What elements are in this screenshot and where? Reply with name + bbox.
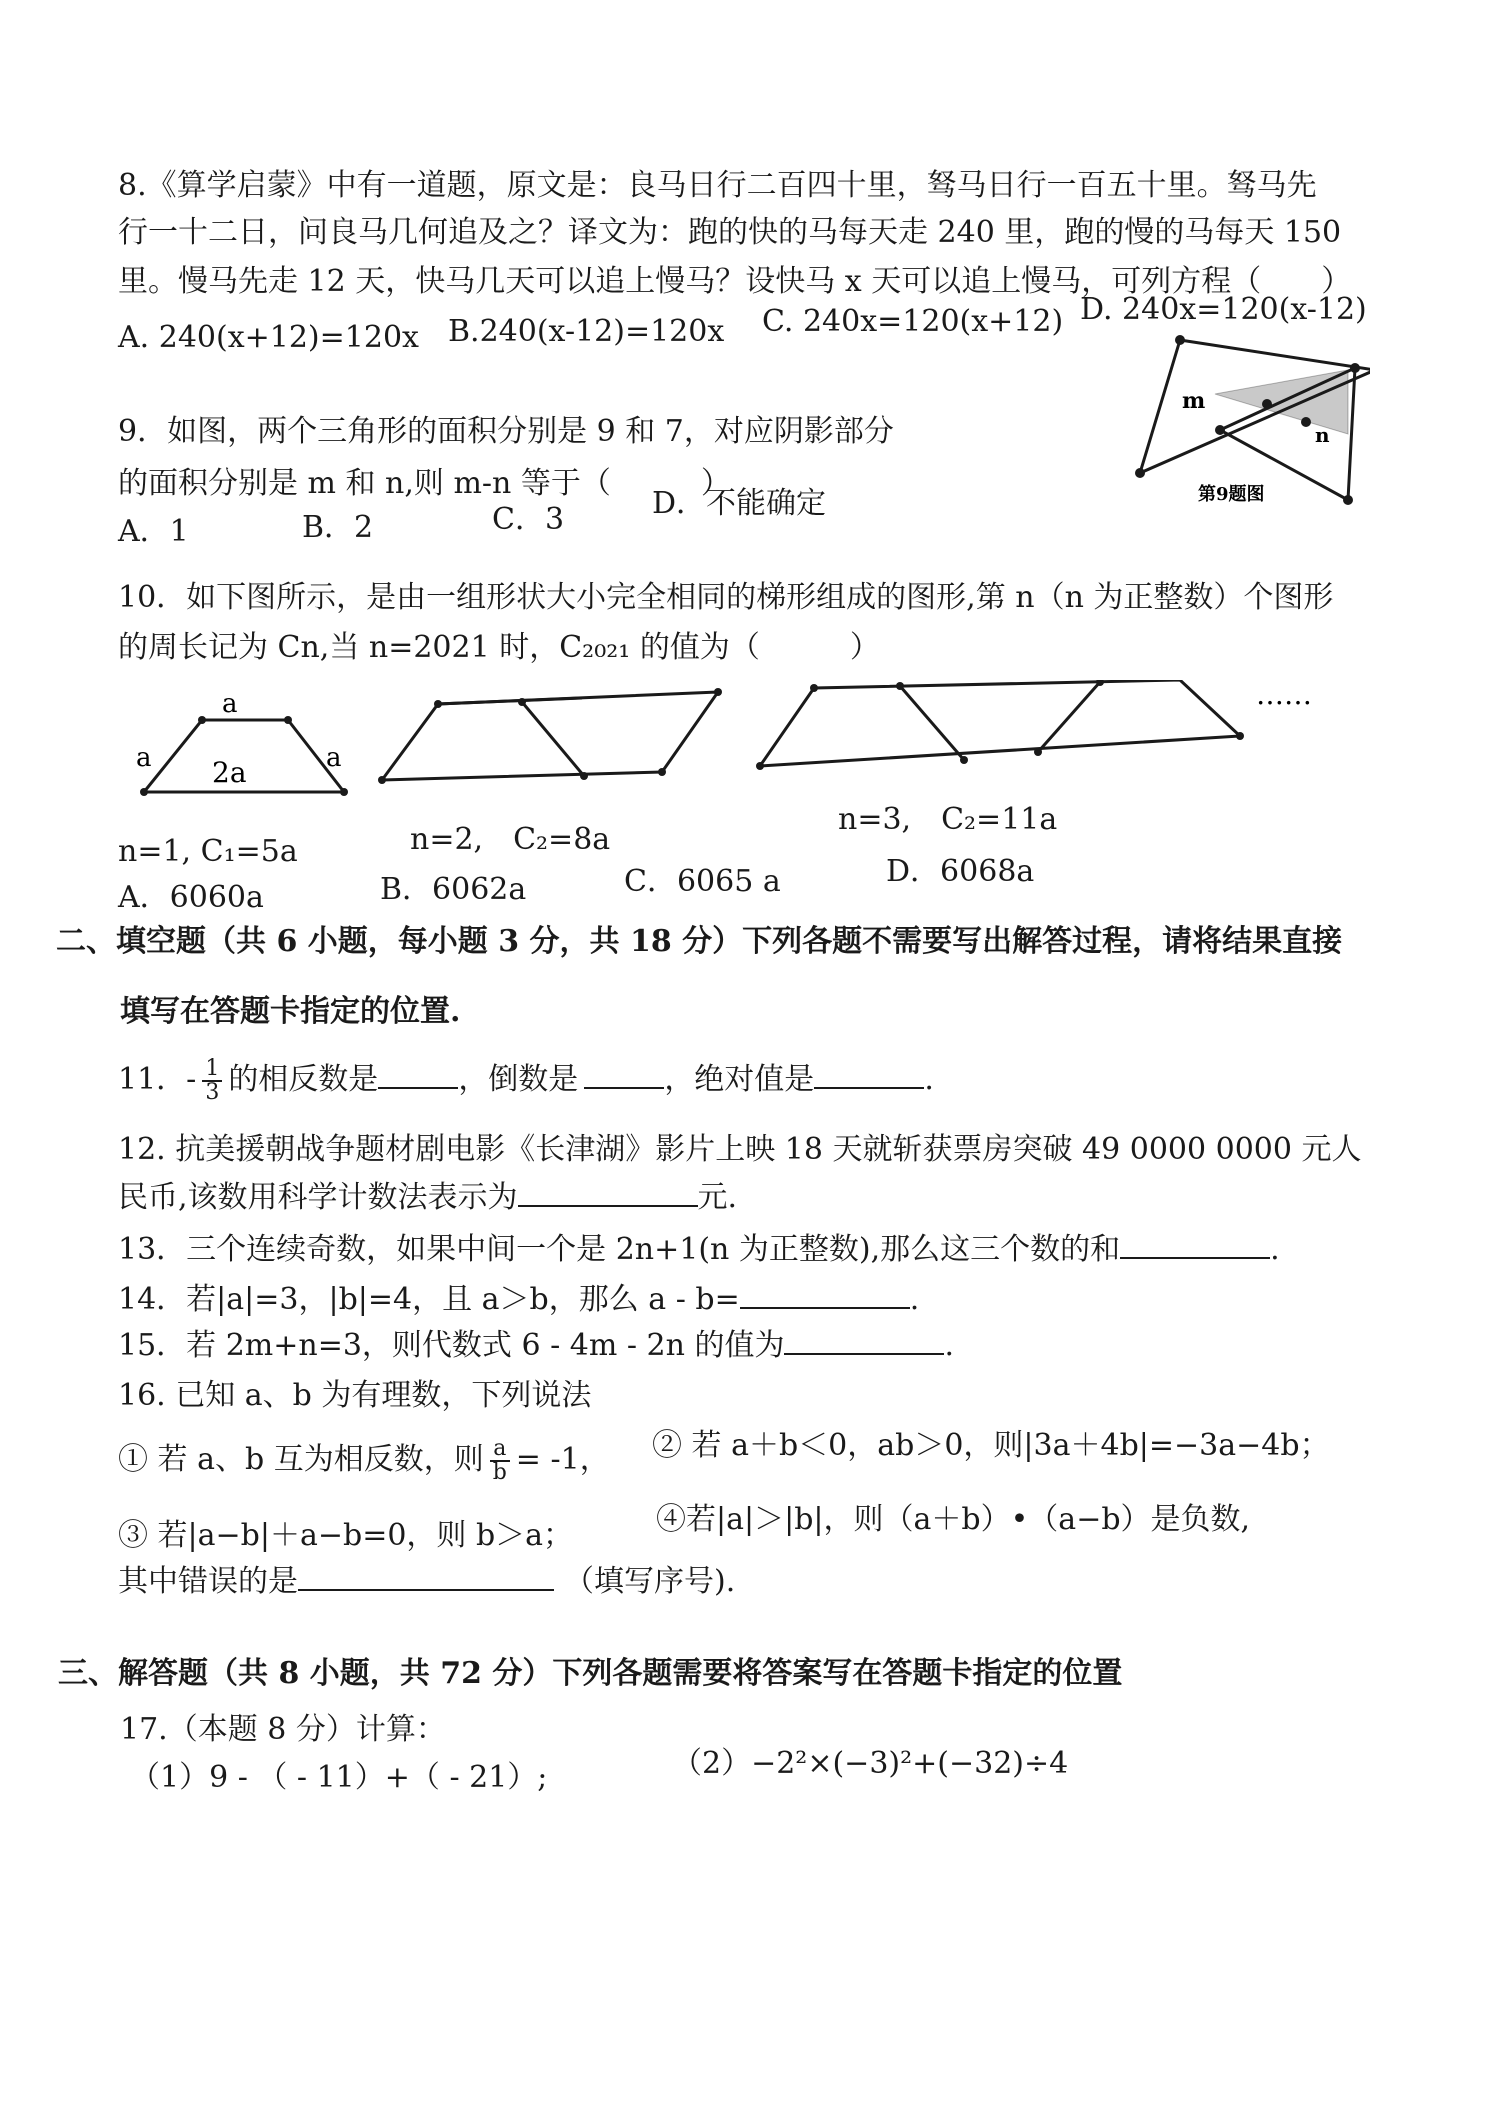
q13-blank[interactable] bbox=[1120, 1231, 1270, 1259]
q8-option-b: B.240(x-12)=120x bbox=[448, 314, 725, 349]
q12-line2 bbox=[118, 1178, 737, 1218]
q9-option-a: A．1 bbox=[118, 514, 189, 549]
q11-blank-absolute[interactable] bbox=[814, 1061, 924, 1089]
q10-option-a: A．6060a bbox=[118, 880, 264, 915]
figure-caption: 第9题图 bbox=[1198, 484, 1265, 505]
q10-caption-n1: n=1, C₁=5a bbox=[118, 834, 298, 869]
q10-line2: 的周长记为 Cn,当 n=2021 时，C₂₀₂₁ 的值为（ ） bbox=[118, 630, 880, 665]
q8-option-c: C. 240x=120(x+12) bbox=[762, 304, 1064, 339]
q10-caption-n3: n=3, C₂=11a bbox=[838, 802, 1058, 837]
q11-text-reciprocal: ，倒数是 bbox=[458, 1062, 579, 1097]
q12-text: 民币,该数用科学计数法表示为 bbox=[118, 1180, 518, 1215]
q10-trapezoid-figures bbox=[120, 680, 1380, 820]
q9-option-c: C．3 bbox=[492, 502, 565, 537]
trapezoid-right-label: a bbox=[326, 743, 342, 773]
trapezoid-bottom-label: 2a bbox=[212, 756, 247, 789]
q16-s1-equals: = -1， bbox=[515, 1442, 610, 1477]
q8-line1: 8.《算学启蒙》中有一道题，原文是：良马日行二百四十里，驽马日行一百五十里。驽马先 bbox=[118, 168, 1317, 203]
q17-title: 17.（本题 8 分）计算： bbox=[120, 1712, 446, 1747]
section3-heading: 三、解答题（共 8 小题，共 72 分）下列各题需要将答案写在答题卡指定的位置 bbox=[58, 1656, 1123, 1691]
q10-option-b: B．6062a bbox=[380, 872, 527, 907]
trapezoid-n1 bbox=[136, 689, 348, 796]
q16-answer-text: 其中错误的是 bbox=[118, 1564, 298, 1599]
q8-option-d: D. 240x=120(x-12) bbox=[1080, 292, 1367, 327]
q9-option-b: B．2 bbox=[302, 510, 374, 545]
q16-fraction bbox=[490, 1438, 510, 1484]
q10-option-c: C．6065 a bbox=[624, 864, 781, 899]
q14-text: 14．若|a|=3，|b|=4，且 a＞b，那么 a - b= bbox=[118, 1282, 740, 1317]
q16-statement-1 bbox=[118, 1438, 610, 1484]
q15-text: 15．若 2m+n=3，则代数式 6 - 4m - 2n 的值为 bbox=[118, 1328, 785, 1363]
q17-part1: （1）9 - （ - 11）+（ - 21）; bbox=[130, 1760, 548, 1795]
q12-line1: 12. 抗美援朝战争题材剧电影《长津湖》影片上映 18 天就斩获票房突破 49 0000 0000 元人 bbox=[118, 1132, 1362, 1167]
q11-text-absolute: ，绝对值是 bbox=[664, 1062, 815, 1097]
q16-statement-2: ② 若 a＋b＜0，ab＞0，则|3a＋4b|=−3a−4b； bbox=[652, 1428, 1330, 1463]
q12-blank[interactable] bbox=[518, 1179, 698, 1207]
q8-line3: 里。慢马先走 12 天，快马几天可以追上慢马？设快马 x 天可以追上慢马，可列方程（ ） bbox=[118, 264, 1352, 299]
label-m: m bbox=[1182, 388, 1206, 414]
q9-figure bbox=[1120, 330, 1370, 520]
q13-text: 13．三个连续奇数，如果中间一个是 2n+1(n 为正整数),那么这三个数的和 bbox=[118, 1232, 1121, 1267]
trapezoid-n3 bbox=[756, 680, 1244, 770]
q14-period: . bbox=[909, 1282, 920, 1317]
q12-unit: 元. bbox=[697, 1180, 738, 1215]
q10-option-d: D．6068a bbox=[886, 854, 1035, 889]
q15-period: . bbox=[944, 1328, 954, 1363]
q13-period: . bbox=[1270, 1232, 1280, 1267]
q11-period: . bbox=[924, 1062, 934, 1097]
section2-heading-cont: 填写在答题卡指定的位置. bbox=[120, 994, 461, 1029]
q15 bbox=[118, 1326, 954, 1366]
q9-line1: 9．如图，两个三角形的面积分别是 9 和 7，对应阴影部分 bbox=[118, 414, 894, 449]
q16-answer-line bbox=[118, 1562, 735, 1602]
q8-line2: 行一十二日，问良马几何追及之？译文为：跑的快的马每天走 240 里，跑的慢的马每天 150 bbox=[118, 215, 1342, 250]
q10-line1: 10．如下图所示，是由一组形状大小完全相同的梯形组成的图形,第 n（n 为正整数）个图形 bbox=[118, 580, 1334, 615]
trapezoid-n2 bbox=[378, 688, 722, 784]
trapezoid-top-label: a bbox=[222, 689, 238, 719]
q14 bbox=[118, 1280, 919, 1320]
continuation-ellipsis: …… bbox=[1256, 680, 1312, 711]
q11-fraction bbox=[202, 1058, 222, 1104]
q16-blank[interactable] bbox=[298, 1563, 554, 1591]
q14-blank[interactable] bbox=[740, 1281, 910, 1309]
trapezoid-left-label: a bbox=[136, 743, 152, 773]
q11-number: 11．- bbox=[118, 1062, 197, 1097]
q11-blank-opposite[interactable] bbox=[378, 1061, 458, 1089]
q11-fraction-numerator: 1 bbox=[202, 1058, 222, 1082]
q16-statement-3: ③ 若|a−b|＋a−b=0，则 b＞a； bbox=[118, 1518, 574, 1553]
q15-blank[interactable] bbox=[784, 1327, 944, 1355]
q16-line1: 16. 已知 a、b 为有理数，下列说法 bbox=[118, 1378, 592, 1413]
q16-s1-text: ① 若 a、b 互为相反数，则 bbox=[118, 1442, 484, 1477]
q17-part2: （2）−2²×(−3)²+(−32)÷4 bbox=[672, 1746, 1069, 1781]
q8-option-a: A. 240(x+12)=120x bbox=[118, 320, 419, 355]
q11-blank-reciprocal[interactable] bbox=[584, 1061, 664, 1089]
q11-fraction-denominator: 3 bbox=[205, 1080, 220, 1105]
q11 bbox=[118, 1058, 934, 1104]
label-n: n bbox=[1315, 423, 1330, 447]
q16-fraction-numerator: a bbox=[490, 1438, 510, 1462]
section2-heading: 二、填空题（共 6 小题，每小题 3 分，共 18 分）下列各题不需要写出解答过程，请将结果直接 bbox=[56, 924, 1343, 959]
q11-text-opposite: 的相反数是 bbox=[228, 1062, 379, 1097]
q9-option-d: D．不能确定 bbox=[652, 486, 827, 521]
q16-answer-hint: （填写序号). bbox=[564, 1564, 736, 1599]
q10-caption-n2: n=2, C₂=8a bbox=[410, 822, 611, 857]
q16-statement-4: ④若|a|＞|b|，则（a＋b）•（a−b）是负数, bbox=[656, 1502, 1251, 1537]
q9-line2: 的面积分别是 m 和 n,则 m-n 等于（ ） bbox=[118, 466, 731, 501]
q13 bbox=[118, 1230, 1280, 1270]
q16-fraction-denominator: b bbox=[492, 1460, 507, 1485]
